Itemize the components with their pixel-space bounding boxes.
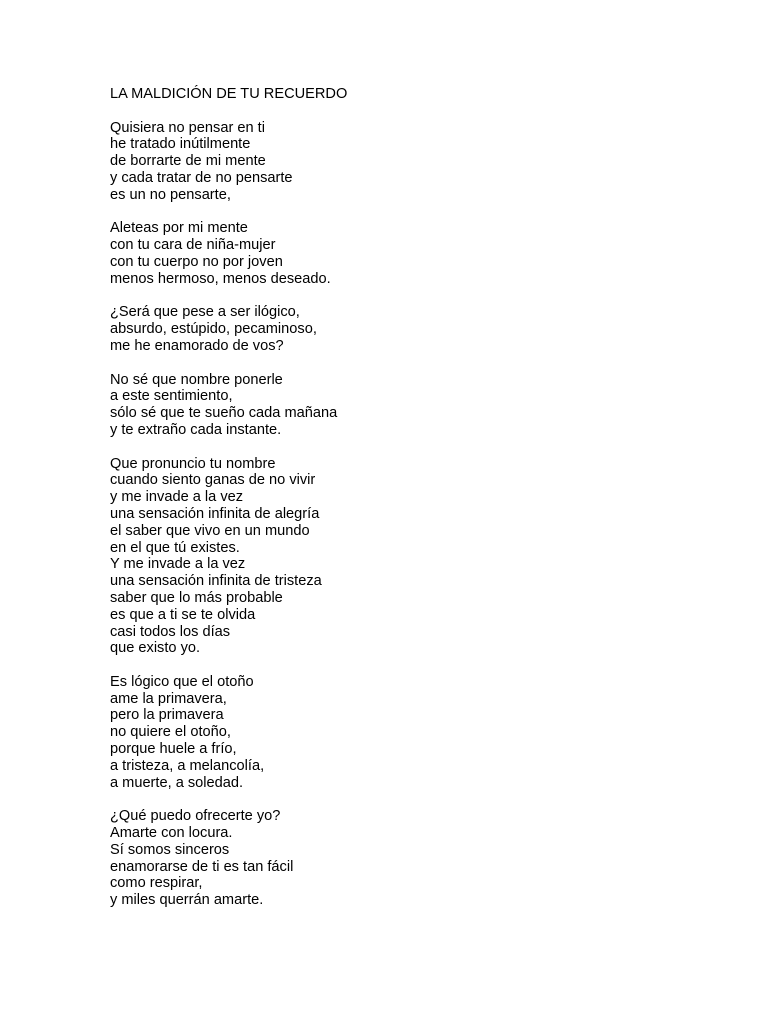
poem-stanza [110, 120, 710, 204]
poem-line: sólo sé que te sueño cada mañana [110, 405, 338, 422]
poem-title: LA MALDICIÓN DE TU RECUERDO [110, 86, 348, 102]
poem-line: y cada tratar de no pensarte [110, 169, 293, 186]
poem-line: saber que lo más probable [110, 589, 283, 606]
poem-line: como respirar, [110, 875, 203, 892]
poem-line: que existo yo. [110, 640, 201, 657]
poem-line: he tratado inútilmente [110, 136, 251, 153]
poem-line: una sensación infinita de tristeza [110, 573, 322, 590]
poem-line: una sensación infinita de alegría [110, 505, 320, 522]
poem-line: casi todos los días [110, 623, 231, 640]
poem-line: Es lógico que el otoño [110, 673, 254, 690]
poem-line: porque huele a frío, [110, 741, 237, 758]
poem-line: ame la primavera, [110, 690, 227, 707]
poem-line: es un no pensarte, [110, 186, 231, 203]
poem-line: Sí somos sinceros [110, 841, 230, 858]
poem-body [110, 86, 710, 926]
poem-stanza [110, 808, 710, 909]
poem-stanza [110, 304, 710, 354]
poem-line: No sé que nombre ponerle [110, 371, 283, 388]
poem-stanza [110, 674, 710, 792]
poem-line: es que a ti se te olvida [110, 606, 256, 623]
poem-line: de borrarte de mi mente [110, 153, 266, 170]
poem-line: con tu cara de niña-mujer [110, 237, 276, 254]
poem-line: Amarte con locura. [110, 825, 233, 842]
poem-line: a muerte, a soledad. [110, 774, 244, 791]
poem-line: a este sentimiento, [110, 388, 233, 405]
poem-line: no quiere el otoño, [110, 724, 231, 741]
poem-line: menos hermoso, menos deseado. [110, 270, 331, 287]
poem-stanza [110, 220, 710, 287]
poem-line: me he enamorado de vos? [110, 337, 284, 354]
poem-line: Quisiera no pensar en ti [110, 119, 265, 136]
poem-stanza [110, 372, 710, 439]
poem-line: y te extraño cada instante. [110, 421, 282, 438]
poem-line: ¿Será que pese a ser ilógico, [110, 304, 300, 321]
poem-line: pero la primavera [110, 707, 224, 724]
poem-line: con tu cuerpo no por joven [110, 253, 283, 270]
poem-line: y miles querrán amarte. [110, 892, 264, 909]
poem-line: a tristeza, a melancolía, [110, 757, 265, 774]
poem-line: Y me invade a la vez [110, 556, 246, 573]
poem-stanzas [110, 120, 710, 909]
poem-stanza [110, 456, 710, 658]
poem-line: ¿Qué puedo ofrecerte yo? [110, 808, 281, 825]
poem-line: Aleteas por mi mente [110, 220, 248, 237]
poem-line: cuando siento ganas de no vivir [110, 472, 316, 489]
poem-line: y me invade a la vez [110, 489, 244, 506]
poem-line: Que pronuncio tu nombre [110, 455, 276, 472]
poem-line: absurdo, estúpido, pecaminoso, [110, 321, 317, 338]
poem-line: en el que tú existes. [110, 539, 240, 556]
poem-line: enamorarse de ti es tan fácil [110, 858, 294, 875]
poem-line: el saber que vivo en un mundo [110, 522, 310, 539]
